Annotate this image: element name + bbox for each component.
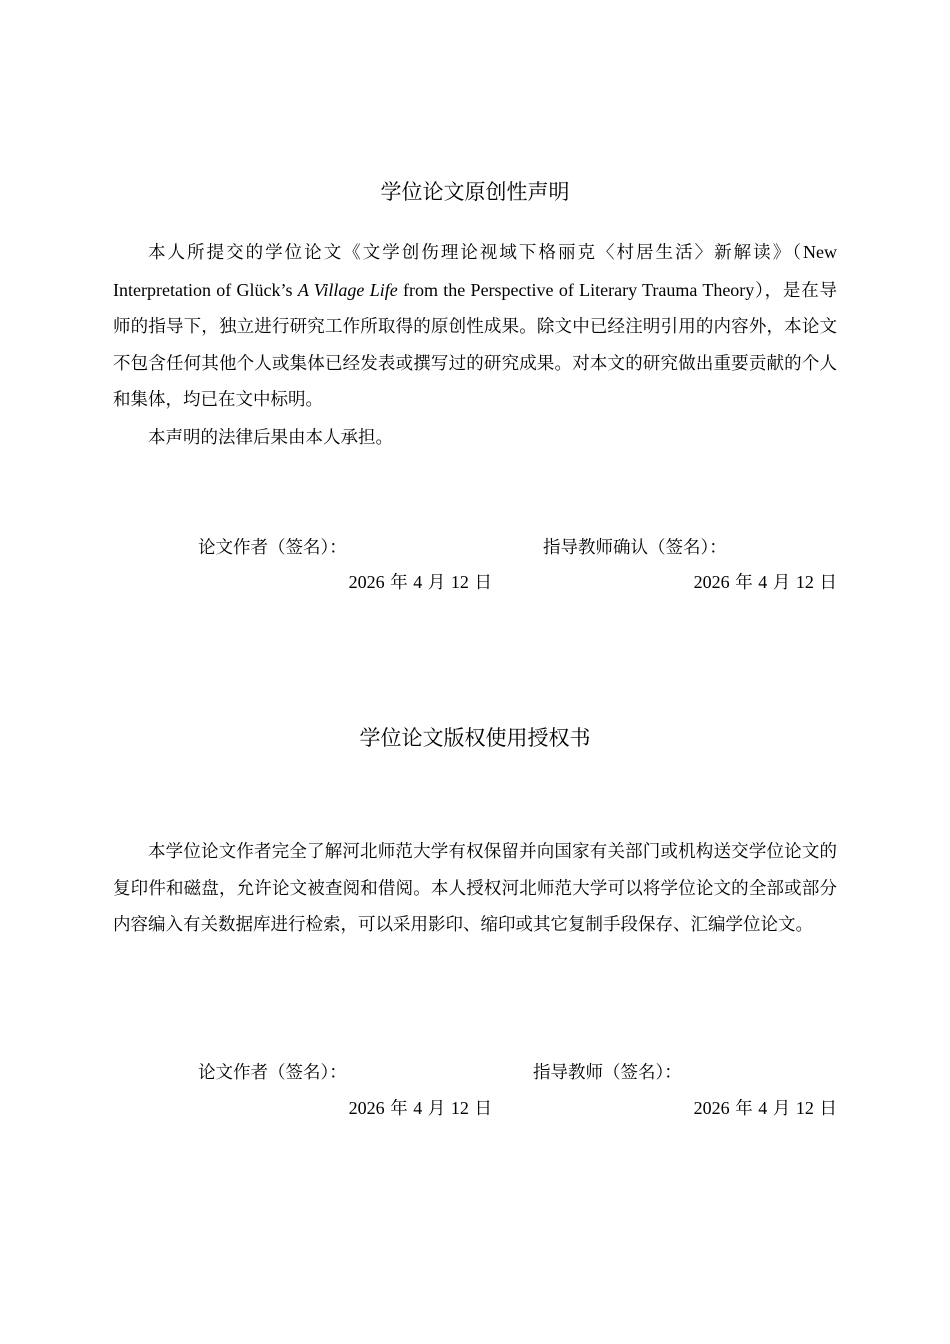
- copyright-advisor-date: 2026 年 4 月 12 日: [693, 1098, 837, 1119]
- copyright-author-date: 2026 年 4 月 12 日: [348, 1098, 492, 1119]
- thesis-english-title-part1: New Interpretation of Glück’s: [113, 242, 837, 300]
- originality-paragraph: [113, 234, 837, 419]
- originality-advisor-date: 2026 年 4 月 12 日: [693, 572, 837, 593]
- thesis-english-title-italic: A Village Life: [297, 279, 398, 300]
- legal-consequence-paragraph: 本声明的法律后果由本人承担。: [148, 428, 393, 448]
- copyright-advisor-signature-label: 指导教师（签名）：: [533, 1063, 682, 1083]
- originality-text-lead: 本人所提交的学位论文《文学创伤理论视域下格丽克〈村居生活〉新解读》（: [148, 243, 803, 263]
- copyright-paragraph: 本学位论文作者完全了解河北师范大学有权保留并向国家有关部门或机构送交学位论文的复印件和磁盘，允许论文被查阅和借阅。本人授权河北师范大学可以将学位论文的全部或部分内容编入有关数据库进行检索，可以采用影印、缩印或其它复制手段保存、汇编学位论文。: [113, 842, 837, 935]
- originality-text-rest: ），是在导师的指导下，独立进行研究工作所取得的原创性成果。除文中已经注明引用的内容外，本论文不包含任何其他个人或集体已经发表或撰写过的研究成果。对本文的研究做出重要贡献的个人和集体，均已在文中标明。: [113, 280, 838, 410]
- originality-author-signature-label: 论文作者（签名）：: [198, 538, 347, 558]
- copyright-author-signature-label: 论文作者（签名）：: [198, 1063, 347, 1083]
- thesis-english-title-part2: from the Perspective of Literary Trauma Theory: [397, 279, 755, 300]
- originality-advisor-signature-label: 指导教师确认（签名）：: [543, 538, 727, 558]
- originality-title: 学位论文原创性声明: [380, 180, 570, 204]
- originality-author-date: 2026 年 4 月 12 日: [348, 572, 492, 593]
- copyright-title: 学位论文版权使用授权书: [359, 726, 591, 750]
